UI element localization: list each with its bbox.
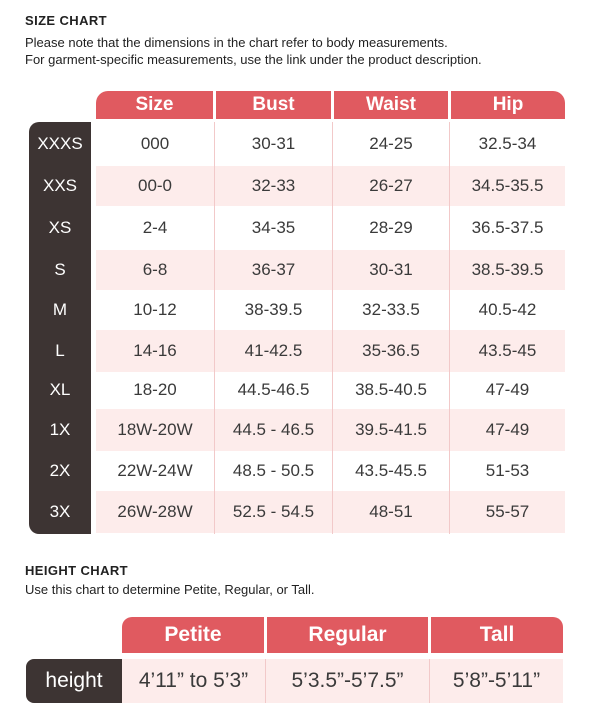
size-row-label: M — [52, 300, 68, 319]
column-divider — [265, 659, 266, 703]
column-divider — [429, 659, 430, 703]
column-header-regular: Regular — [267, 617, 428, 653]
size-cell-size: 18-20 — [133, 380, 177, 399]
size-cell-size: 14-16 — [133, 341, 177, 360]
size-cell-waist: 28-29 — [369, 218, 413, 237]
size-cell-bust: 44.5-46.5 — [237, 380, 310, 399]
height-value-regular: 5’3.5”-5’7.5” — [291, 669, 404, 692]
size-cell-size: 10-12 — [133, 300, 177, 319]
size-cell-size: 00-0 — [137, 176, 173, 195]
size-cell-size: 18W-20W — [117, 420, 193, 439]
size-row-label: XXS — [42, 176, 78, 195]
size-cell-waist: 39.5-41.5 — [355, 420, 427, 439]
column-header-size: Size — [96, 91, 213, 119]
size-cell-bust: 48.5 - 50.5 — [232, 461, 315, 480]
size-cell-waist: 32-33.5 — [362, 300, 420, 319]
size-row-label: 2X — [49, 461, 71, 480]
size-cell-size: 2-4 — [142, 218, 168, 237]
size-cell-bust: 38-39.5 — [244, 300, 303, 319]
size-row-label: XXXS — [37, 134, 83, 153]
column-header-waist: Waist — [334, 91, 448, 119]
size-cell-waist: 38.5-40.5 — [355, 380, 427, 399]
size-cell-waist: 24-25 — [369, 134, 413, 153]
column-header-bust: Bust — [216, 91, 331, 119]
height-row-label: height — [26, 659, 122, 703]
size-cell-waist: 43.5-45.5 — [355, 461, 427, 480]
size-row-label: L — [55, 341, 65, 360]
size-cell-hip: 43.5-45 — [478, 341, 537, 360]
size-cell-size: 26W-28W — [117, 502, 193, 521]
size-cell-waist: 48-51 — [369, 502, 413, 521]
size-row-label: S — [54, 260, 66, 279]
size-cell-hip: 47-49 — [485, 420, 530, 439]
size-cell-hip: 55-57 — [485, 502, 530, 521]
size-row-label: 1X — [49, 420, 71, 439]
size-row-label: 3X — [49, 502, 71, 521]
size-cell-size: 22W-24W — [117, 461, 193, 480]
size-cell-hip: 38.5-39.5 — [471, 260, 544, 279]
size-row-label: XL — [49, 380, 71, 399]
size-cell-hip: 34.5-35.5 — [471, 176, 544, 195]
size-cell-hip: 47-49 — [485, 380, 530, 399]
height-value-tall: 5’8”-5’11” — [452, 669, 541, 692]
size-cell-hip: 40.5-42 — [478, 300, 537, 319]
size-cell-waist: 26-27 — [369, 176, 413, 195]
size-cell-bust: 32-33 — [251, 176, 296, 195]
height-chart-title: HEIGHT CHART — [25, 563, 129, 578]
height-value-petite: 4’11” to 5’3” — [138, 669, 249, 692]
size-cell-bust: 30-31 — [251, 134, 296, 153]
column-header-tall: Tall — [431, 617, 563, 653]
size-cell-hip: 32.5-34 — [478, 134, 537, 153]
size-cell-bust: 36-37 — [251, 260, 296, 279]
size-cell-bust: 34-35 — [251, 218, 296, 237]
size-chart-title: SIZE CHART — [25, 13, 107, 28]
size-cell-bust: 41-42.5 — [244, 341, 303, 360]
size-cell-bust: 44.5 - 46.5 — [232, 420, 315, 439]
column-header-hip: Hip — [451, 91, 565, 119]
size-chart-note-line1: Please note that the dimensions in the chart refer to body measurements. — [25, 35, 448, 50]
size-cell-bust: 52.5 - 54.5 — [232, 502, 315, 521]
size-chart-note-line2: For garment-specific measurements, use the link under the product description. — [25, 52, 482, 67]
size-cell-waist: 35-36.5 — [362, 341, 420, 360]
size-row-label: XS — [48, 218, 72, 237]
size-cell-hip: 51-53 — [485, 461, 530, 480]
column-header-petite: Petite — [122, 617, 264, 653]
size-cell-waist: 30-31 — [369, 260, 413, 279]
size-cell-hip: 36.5-37.5 — [471, 218, 544, 237]
size-cell-size: 000 — [140, 134, 170, 153]
height-chart-note: Use this chart to determine Petite, Regular, or Tall. — [25, 582, 315, 597]
size-cell-size: 6-8 — [142, 260, 168, 279]
